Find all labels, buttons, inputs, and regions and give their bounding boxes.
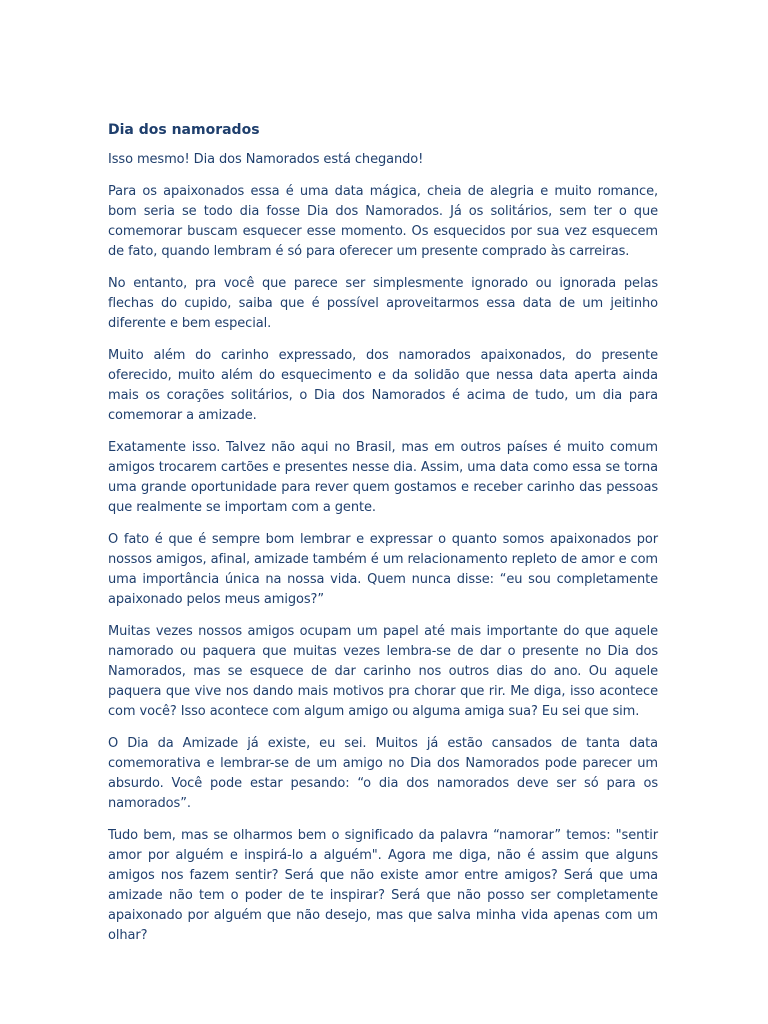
document-page	[108, 120, 658, 958]
paragraph-9: Tudo bem, mas se olharmos bem o significado da palavra “namorar” temos: "sentir amor por alguém e inspirá-lo a alguém". Agora me diga, não é assim que alguns amigos nos fazem sentir? Será que não existe amor entre amigos? Será que uma amizade não tem o poder de te inspirar? Será que não posso ser completamente apaixonado por alguém que não desejo, mas que salva minha vida apenas com um olhar?	[108, 828, 658, 943]
paragraph-1: Isso mesmo! Dia dos Namorados está chegando!	[108, 152, 424, 167]
paragraph-8: O Dia da Amizade já existe, eu sei. Muitos já estão cansados de tanta data comemorativa e lembrar-se de um amigo no Dia dos Namorados pode parecer um absurdo. Você pode estar pesando: “o dia dos namorados deve ser só para os namorados”.	[108, 736, 658, 811]
paragraph-2: Para os apaixonados essa é uma data mágica, cheia de alegria e muito romance, bom seria se todo dia fosse Dia dos Namorados. Já os solitários, sem ter o que comemorar buscam esquecer esse momento. Os esquecidos por sua vez esquecem de fato, quando lembram é só para oferecer um presente comprado às carreiras.	[108, 184, 658, 259]
paragraph-5: Exatamente isso. Talvez não aqui no Brasil, mas em outros países é muito comum amigos trocarem cartões e presentes nesse dia. Assim, uma data como essa se torna uma grande oportunidade para rever quem gostamos e receber carinho das pessoas que realmente se importam com a gente.	[108, 440, 658, 515]
paragraph-7: Muitas vezes nossos amigos ocupam um papel até mais importante do que aquele namorado ou paquera que muitas vezes lembra-se de dar o presente no Dia dos Namorados, mas se esquece de dar carinho nos outros dias do ano. Ou aquele paquera que vive nos dando mais motivos pra chorar que rir. Me diga, isso acontece com você? Isso acontece com algum amigo ou alguma amiga sua? Eu sei que sim.	[108, 624, 658, 719]
paragraph-3: No entanto, pra você que parece ser simplesmente ignorado ou ignorada pelas flechas do cupido, saiba que é possível aproveitarmos essa data de um jeitinho diferente e bem especial.	[108, 276, 658, 331]
paragraph-4: Muito além do carinho expressado, dos namorados apaixonados, do presente oferecido, muito além do esquecimento e da solidão que nessa data aperta ainda mais os corações solitários, o Dia dos Namorados é acima de tudo, um dia para comemorar a amizade.	[108, 348, 658, 423]
document-title: Dia dos namorados	[108, 122, 260, 138]
paragraph-6: O fato é que é sempre bom lembrar e expressar o quanto somos apaixonados por nossos amigos, afinal, amizade também é um relacionamento repleto de amor e com uma importância única na nossa vida. Quem nunca disse: “eu sou completamente apaixonado pelos meus amigos?”	[108, 532, 658, 607]
